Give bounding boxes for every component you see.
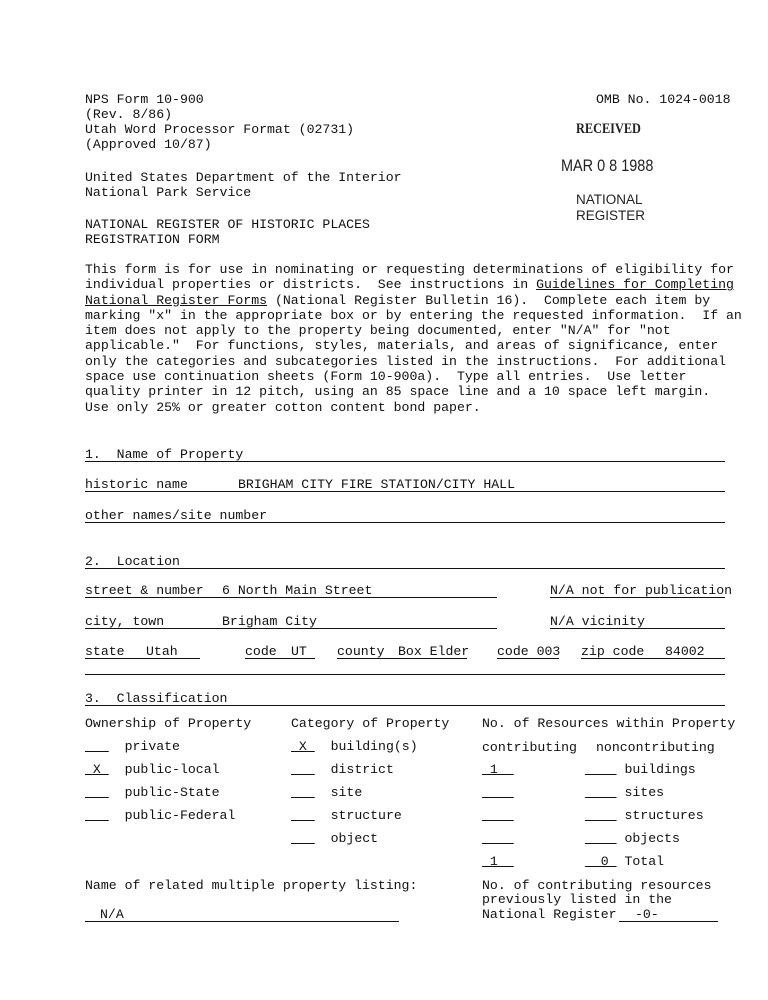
ownership-private[interactable]: private xyxy=(124,739,180,754)
other-names-label: other names/site number xyxy=(85,508,268,523)
resource-buildings[interactable]: 1 buildings xyxy=(482,762,696,777)
contributing-label: contributing xyxy=(482,740,577,755)
form-approved: (Approved 10/87) xyxy=(85,137,212,152)
previously-listed-line2: previously listed in the xyxy=(482,892,672,907)
guidelines-link-1: Guidelines for Completing xyxy=(536,277,734,293)
resource-objects[interactable]: objects xyxy=(624,831,680,846)
noncontributing-label: noncontributing xyxy=(596,740,715,755)
stamp-register: REGISTER xyxy=(576,208,646,223)
resource-sites[interactable]: sites xyxy=(624,785,665,800)
state-code-value[interactable]: UT xyxy=(291,644,307,659)
state-value[interactable]: Utah xyxy=(146,644,178,659)
category-site[interactable]: site xyxy=(330,785,363,800)
state-label: state xyxy=(85,644,125,659)
ownership-public-state[interactable]: public-State xyxy=(124,785,220,800)
previously-listed-value[interactable]: -0- xyxy=(635,907,659,922)
category-object[interactable]: object xyxy=(330,831,379,846)
omb-number: OMB No. 1024-0018 xyxy=(596,92,731,107)
state-code-label: code xyxy=(245,644,277,659)
ownership-heading: Ownership of Property xyxy=(85,716,252,731)
category-heading: Category of Property xyxy=(291,716,450,731)
previously-listed-line1: No. of contributing resources xyxy=(482,878,712,893)
category-structure[interactable]: structure xyxy=(330,808,402,823)
instructions-paragraph: This form is for use in nominating or requesting determinations of eligibility for individual properties or districts. See instructions in Guidelines for Completing National Register Forms (National Register Bulletin 16). Complete each item by marking "x" in the appropriate box or by entering the requested information. If an item does not apply to the property being documented, enter "N/A" for "not applicable." For functions, styles, materials, and areas of significance, enter only the categories and subcategories listed in the instructions. For additional space use continuation sheets (Form 10-900a). Type all entries. Use letter quality printer in 12 pitch, using an 85 space line and a 10 space left margin. Use only 25% or greater cotton content bond paper. xyxy=(85,262,742,415)
ownership-public-federal[interactable]: public-Federal xyxy=(124,808,236,823)
agency-department: United States Department of the Interior xyxy=(85,170,402,185)
resource-structures[interactable]: structures xyxy=(624,808,704,823)
city-value[interactable]: Brigham City xyxy=(222,614,317,629)
stamp-received: RECEIVED xyxy=(576,121,641,137)
not-for-publication[interactable]: N/A not for publication xyxy=(550,583,733,598)
related-listing-label: Name of related multiple property listing: xyxy=(85,878,418,893)
county-code[interactable]: code 003 xyxy=(497,644,561,659)
zip-value[interactable]: 84002 xyxy=(665,644,705,659)
section2-heading: 2. Location xyxy=(85,554,180,569)
city-label: city, town xyxy=(85,614,165,629)
agency-service: National Park Service xyxy=(85,185,252,200)
historic-name-label: historic name xyxy=(85,477,188,492)
zip-label: zip code xyxy=(581,644,645,659)
form-format: Utah Word Processor Format (02731) xyxy=(85,122,355,137)
resource-total[interactable]: 1 0 Total xyxy=(482,854,665,869)
form-number: NPS Form 10-900 xyxy=(85,92,204,107)
ownership-public-local[interactable]: X public-local xyxy=(85,762,220,777)
section1-heading: 1. Name of Property xyxy=(85,447,244,462)
related-listing-value[interactable]: N/A xyxy=(100,907,124,922)
county-label: county xyxy=(337,644,385,659)
guidelines-link-2: National Register Forms xyxy=(85,292,268,308)
category-buildings[interactable]: X building(s) xyxy=(291,739,418,754)
stamp-date: MAR 0 8 1988 xyxy=(561,156,654,175)
resources-heading: No. of Resources within Property xyxy=(482,716,736,731)
street-value[interactable]: 6 North Main Street xyxy=(222,583,373,598)
county-value[interactable]: Box Elder xyxy=(398,644,470,659)
previously-listed-line3: National Register xyxy=(482,907,617,922)
form-title: NATIONAL REGISTER OF HISTORIC PLACES xyxy=(85,217,370,232)
form-subtitle: REGISTRATION FORM xyxy=(85,232,220,247)
form-revision: (Rev. 8/86) xyxy=(85,107,173,122)
category-district[interactable]: district xyxy=(330,762,394,777)
vicinity[interactable]: N/A vicinity xyxy=(550,614,645,629)
stamp-national: NATIONAL xyxy=(576,192,643,207)
street-label: street & number xyxy=(85,583,204,598)
historic-name-value[interactable]: BRIGHAM CITY FIRE STATION/CITY HALL xyxy=(238,477,515,492)
section3-heading: 3. Classification xyxy=(85,691,228,706)
